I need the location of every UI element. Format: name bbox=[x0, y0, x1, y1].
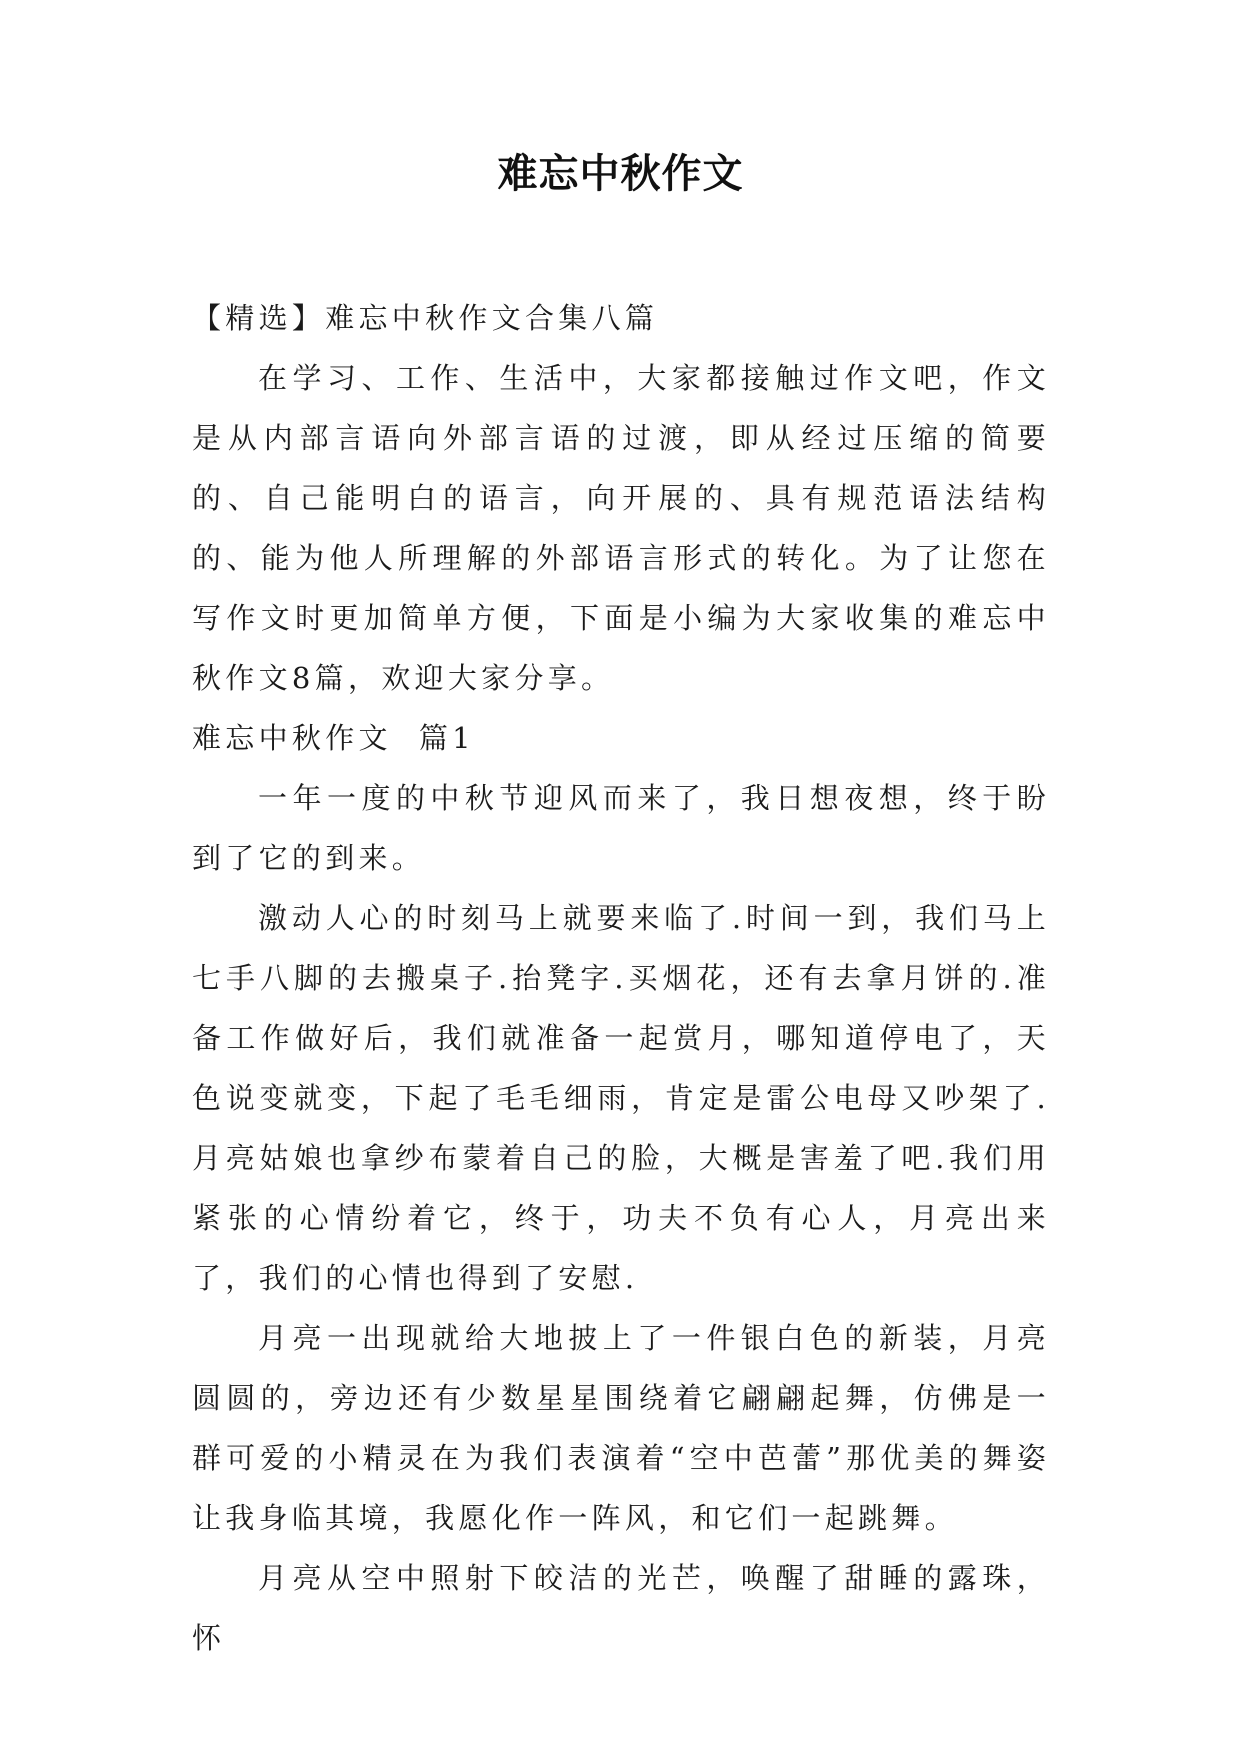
subtitle: 【精选】难忘中秋作文合集八篇 bbox=[192, 301, 659, 335]
body-paragraph: 一年一度的中秋节迎风而来了，我日想夜想，终于盼到了它的到来。 bbox=[192, 781, 1050, 875]
body-paragraph: 月亮一出现就给大地披上了一件银白色的新装，月亮圆圆的，旁边还有少数星星围绕着它翩翩起舞，仿佛是一群可爱的小精灵在为我们表演着“空中芭蕾”那优美的舞姿让我身临其境，我愿化作一阵风，和它们一起跳舞。 bbox=[192, 1321, 1050, 1535]
body-paragraph: 激动人心的时刻马上就要来临了.时间一到，我们马上七手八脚的去搬桌子.抬凳字.买烟花，还有去拿月饼的.准备工作做好后，我们就准备一起赏月，哪知道停电了，天色说变就变，下起了毛毛细雨，肯定是雷公电母又吵架了.月亮姑娘也拿纱布蒙着自己的脸，大概是害羞了吧.我们用紧张的心情纷着它，终于，功夫不负有心人，月亮出来了，我们的心情也得到了安慰. bbox=[192, 901, 1050, 1295]
page-title: 难忘中秋作文 bbox=[497, 151, 744, 197]
section-heading: 难忘中秋作文 篇1 bbox=[192, 721, 475, 755]
document-body bbox=[192, 288, 1050, 1668]
intro-paragraph: 在学习、工作、生活中，大家都接触过作文吧，作文是从内部言语向外部言语的过渡，即从经过压缩的简要的、自己能明白的语言，向开展的、具有规范语法结构的、能为他人所理解的外部语言形式的转化。为了让您在写作文时更加简单方便，下面是小编为大家收集的难忘中秋作文8篇，欢迎大家分享。 bbox=[192, 361, 1050, 695]
body-paragraph: 月亮从空中照射下皎洁的光芒，唤醒了甜睡的露珠，怀 bbox=[192, 1561, 1050, 1655]
